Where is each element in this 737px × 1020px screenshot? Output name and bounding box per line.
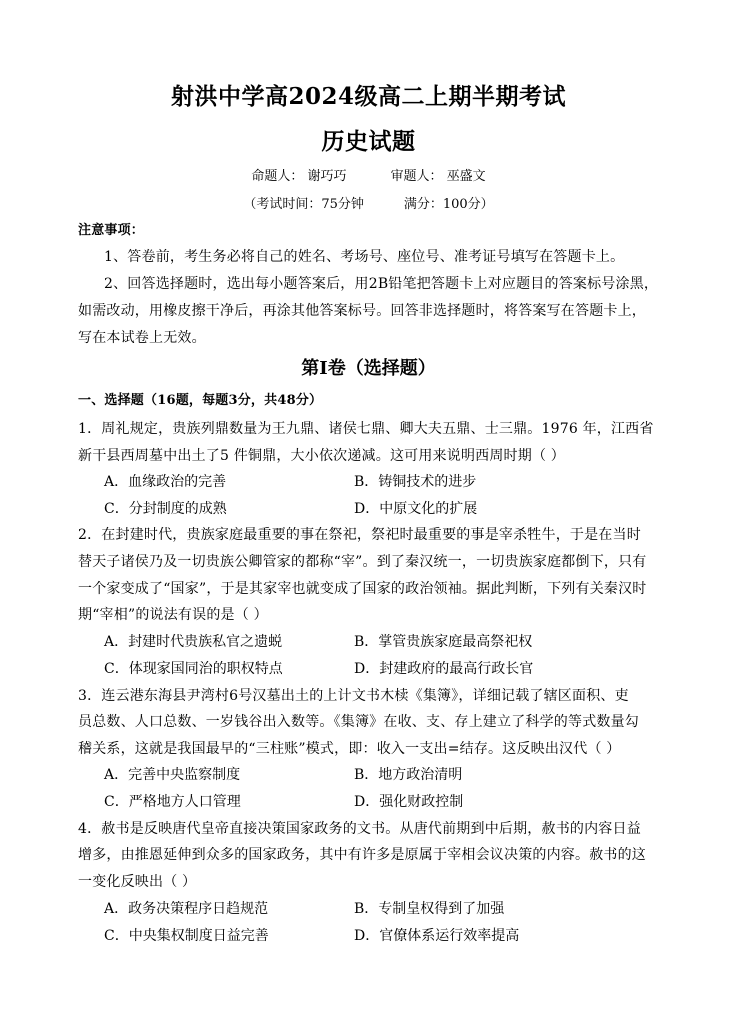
option-d: D．中原文化的扩展 (354, 501, 478, 517)
option-c: C．严格地方人口管理 (104, 794, 241, 810)
question-line: 2．在封建时代，贵族家庭最重要的事在祭祀，祭祀时最重要的事是宰杀牲牛，于是在当时 (78, 527, 641, 543)
option-d: D．封建政府的最高行政长官 (354, 661, 534, 677)
option-a: A．封建时代贵族私官之遗蜕 (104, 634, 283, 650)
option-c: C．中央集权制度日益完善 (104, 928, 269, 944)
question-line: 稽关系，这就是我国最早的“三柱账”模式，即：收入一支出=结存。这反映出汉代（ ） (78, 741, 621, 757)
question-line: 新干县西周墓中出土了5 件铜鼎，大小依次递减。这可用来说明西周时期（ ） (78, 448, 566, 464)
reviewer-text: 审题人： 巫盛文 (390, 169, 486, 184)
notice-item: 如需改动，用橡皮擦干净后，再涂其他答案标号。回答非选择题时，将答案写在答题卡上， (78, 303, 646, 319)
question-line: 增多，由推恩延伸到众多的国家政务，其中有许多是原属于宰相会议决策的内容。赦书的这 (78, 847, 646, 863)
question-line: 员总数、人口总数、一岁钱谷出入数等。《集簿》在收、支、存上建立了科学的等式数量勾 (78, 714, 639, 730)
option-b: B．地方政治清明 (354, 767, 463, 783)
notice-heading: 注意事项： (78, 223, 145, 238)
question-line: 4．赦书是反映唐代皇帝直接决策国家政务的文书。从唐代前期到中后期，赦书的内容日益 (78, 821, 641, 837)
exam-score: 满分：100分） (403, 197, 494, 212)
question-line: 一个家变成了“国家”，于是其家宰也就变成了国家的政治领袖。据此判断，下列有关秦汉时 (78, 581, 647, 597)
question-line: 3．连云港东海县尹湾村6号汉墓出土的上计文书木椟《集簿》，详细记载了辖区面积、吏 (78, 688, 629, 704)
notice-item: 2、回答选择题时，选出每小题答案后，用2B铅笔把答题卡上对应题目的答案标号涂黑， (104, 276, 659, 292)
setter-text: 命题人： 谢巧巧 (251, 169, 347, 184)
notice-item: 写在本试卷上无效。 (78, 330, 206, 346)
option-a: A．政务决策程序日趋规范 (104, 901, 269, 917)
option-d: D．官僚体系运行效率提高 (354, 928, 520, 944)
notice-item: 1、答卷前，考生务必将自己的姓名、考场号、座位号、准考证号填写在答题卡上。 (104, 249, 625, 265)
option-b: B．专制皇权得到了加强 (354, 901, 505, 917)
question-line: 1．周礼规定，贵族列鼎数量为王九鼎、诸侯七鼎、卿大夫五鼎、士三鼎。1976 年，江西省 (78, 421, 654, 437)
section-title: 第Ⅰ卷（选择题） (301, 358, 436, 379)
exam-staff (0, 165, 737, 184)
exam-subtitle: 历史试题 (321, 128, 416, 155)
exam-title: 射洪中学高2024级高二上期半期考试 (170, 83, 566, 110)
question-line: 期“宰相”的说法有误的是（ ） (78, 607, 268, 623)
exam-time: （考试时间：75分钟 (243, 197, 364, 212)
exam-info (0, 193, 737, 212)
option-b: B．铸铜技术的进步 (354, 474, 477, 490)
option-a: A．血缘政治的完善 (104, 474, 227, 490)
question-line: 替天子诸侯乃及一切贵族公卿管家的都称“宰”。到了秦汉统一，一切贵族家庭都倒下，只有 (78, 554, 647, 570)
option-d: D．强化财政控制 (354, 794, 464, 810)
option-c: C．分封制度的成熟 (104, 501, 227, 517)
part-heading: 一、选择题（16题，每题3分，共48分） (78, 393, 323, 408)
option-c: C．体现家国同治的职权特点 (104, 661, 283, 677)
option-b: B．掌管贵族家庭最高祭祀权 (354, 634, 533, 650)
option-a: A．完善中央监察制度 (104, 767, 241, 783)
question-line: 一变化反映出（ ） (78, 874, 197, 890)
